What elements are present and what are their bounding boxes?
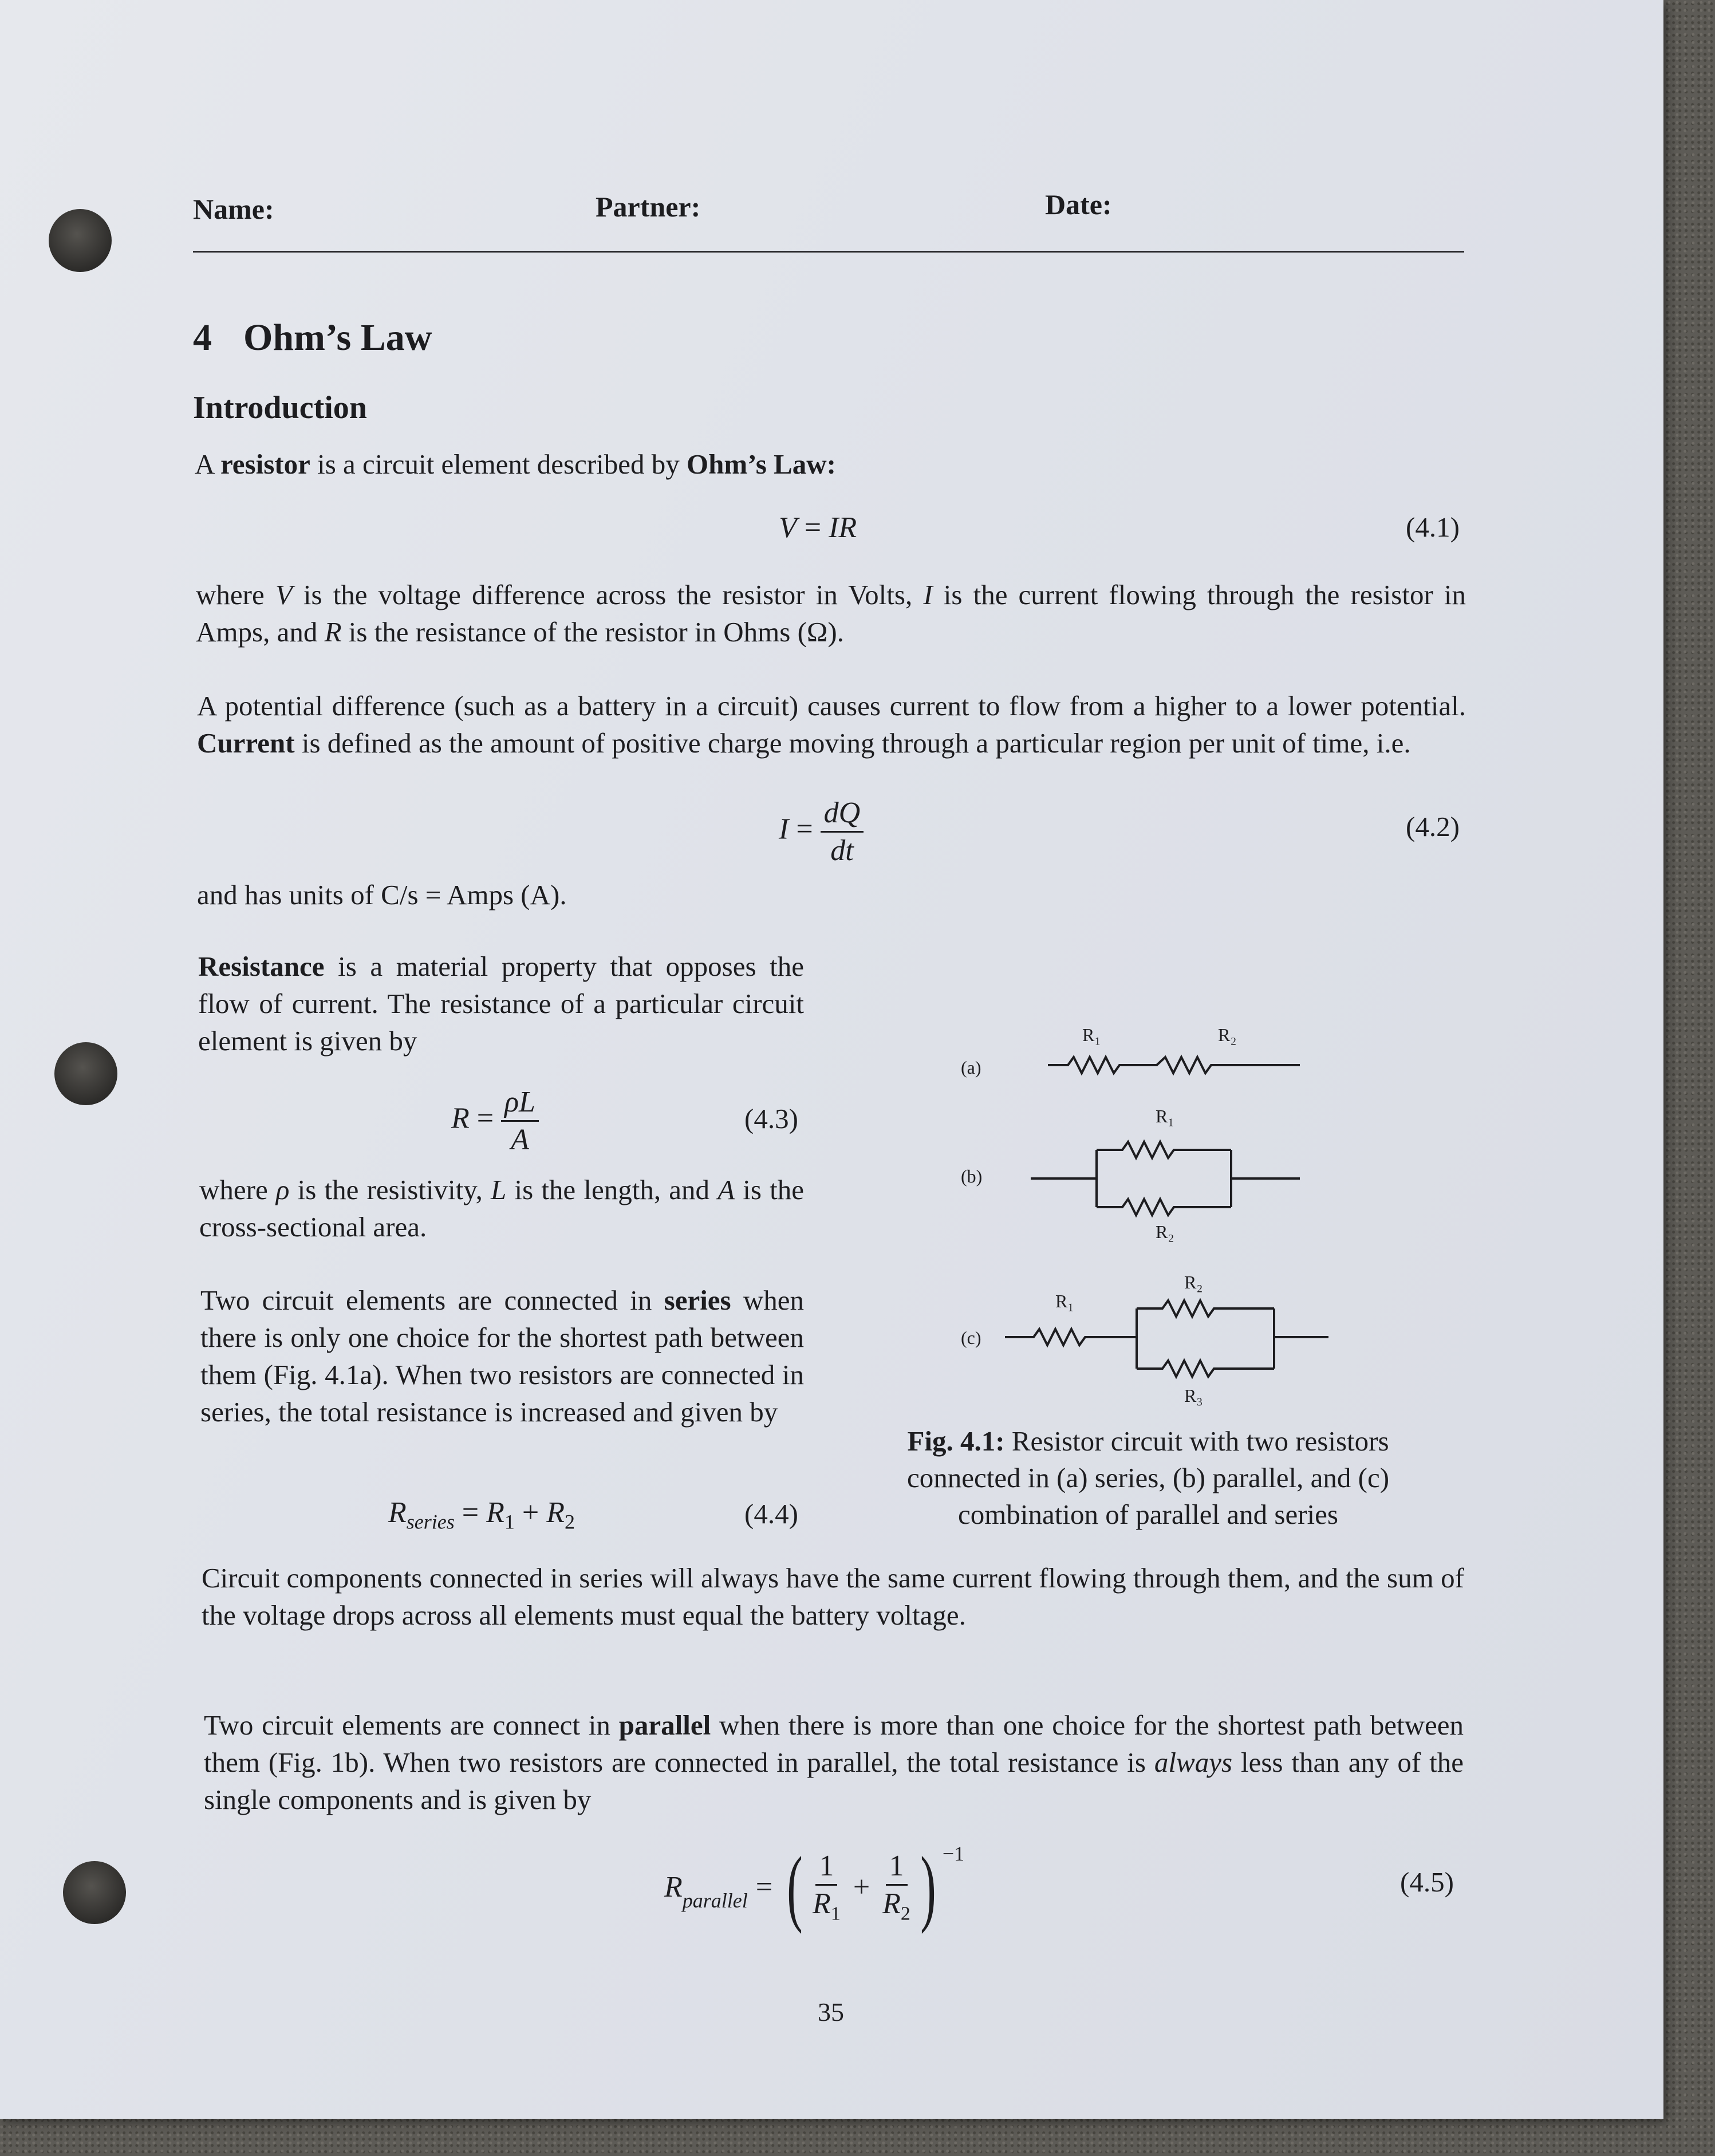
eq2-equals: =: [788, 813, 813, 846]
p6-var-l: L: [491, 1174, 507, 1205]
equation-4-3: [451, 1085, 539, 1157]
eq5-lhs-sub: parallel: [682, 1889, 748, 1912]
intro-text-a: A: [195, 448, 220, 480]
term-current: Current: [197, 727, 295, 759]
paragraph-series-current: Circuit components connected in series will always have the same current flowing through them, and the sum of the voltage drops across all elements must equal the battery voltage.: [202, 1562, 1464, 1631]
paragraph-series: [200, 1282, 804, 1430]
eq3-numerator: ρL: [501, 1085, 539, 1122]
eq2-numerator: dQ: [821, 796, 864, 833]
circuit-a-r1-label: R₁: [1082, 1024, 1101, 1045]
eq5-left-paren: (: [787, 1839, 803, 1934]
paragraph-resistivity: [199, 1171, 804, 1245]
figure-label-b: (b): [961, 1166, 983, 1187]
intro-text-c: is a circuit element described by: [310, 448, 687, 480]
eq2-denominator: dt: [830, 834, 854, 867]
binder-hole-top: [49, 209, 112, 272]
equation-4-5: [664, 1839, 965, 1934]
p9-text-a: Two circuit elements are connect in: [204, 1709, 619, 1741]
eq5-den1-sub: 1: [830, 1903, 841, 1925]
circuit-b-bottom-resistor: [1097, 1199, 1231, 1215]
page-number: 35: [818, 1997, 844, 2027]
p6-text-a: where: [199, 1174, 276, 1205]
paragraph-units: and has units of C/s = Amps (A).: [197, 879, 567, 911]
paragraph-resistance: [198, 948, 804, 1059]
eq4-r1: R: [486, 1496, 504, 1529]
p2-var-v: V: [275, 579, 293, 610]
eq4-r1-sub: 1: [504, 1510, 515, 1534]
term-parallel: parallel: [618, 1709, 711, 1741]
eq5-num1: 1: [815, 1849, 837, 1886]
eq2-lhs: I: [779, 813, 789, 846]
p6-var-a: A: [717, 1174, 735, 1205]
eq3-lhs: R: [451, 1102, 470, 1135]
p9-emph-always: always: [1154, 1747, 1233, 1778]
eq5-lhs: R: [664, 1870, 683, 1903]
p6-text-b: is the resistivity,: [289, 1174, 491, 1205]
binder-hole-middle: [54, 1042, 117, 1105]
eq5-fraction-2: [879, 1849, 914, 1925]
p6-text-c: is the length, and: [506, 1174, 718, 1205]
equation-4-5-number: (4.5): [1400, 1866, 1454, 1898]
term-ohms-law: Ohm’s Law:: [687, 448, 836, 480]
p9-text-c: when there is more than one choice for the shortest path between them (Fig. 1b). When two resistors are connected in parallel, the total resistance is: [204, 1709, 1464, 1778]
eq5-equals: =: [755, 1870, 773, 1903]
figure-4-1-circuits: [945, 1008, 1380, 1420]
figure-label-a: (a): [961, 1057, 981, 1078]
circuit-c-top-resistor: [1137, 1300, 1274, 1317]
eq5-plus: +: [853, 1870, 870, 1903]
circuit-c-series-wire: [1005, 1329, 1137, 1345]
eq4-r2: R: [546, 1496, 565, 1529]
eq4-lhs-sub: series: [406, 1510, 455, 1534]
term-series: series: [664, 1284, 731, 1316]
circuit-c-r1-label: R₁: [1055, 1291, 1074, 1311]
p6-var-rho: ρ: [275, 1174, 290, 1205]
eq3-fraction: [501, 1085, 539, 1157]
p3-text-a: A potential difference (such as a battery in a circuit) causes current to flow from a higher to a lower potential.: [197, 690, 1466, 722]
circuit-c-r3-label: R₃: [1184, 1385, 1203, 1406]
eq5-num2: 1: [886, 1849, 908, 1886]
circuit-c-bottom-resistor: [1137, 1361, 1274, 1377]
eq5-den1: R: [813, 1887, 831, 1920]
eq4-lhs: R: [388, 1496, 407, 1529]
circuit-b-r1-label: R₁: [1156, 1106, 1174, 1126]
p2-text-d: is the resistance of the resistor in Ohms (Ω).: [341, 616, 844, 648]
p7-text-c: when there is only one choice for the shortest path between them (Fig. 4.1a). When two resistors are connected in series, the total resistance is increased and given by: [200, 1284, 804, 1428]
p2-var-r: R: [324, 616, 342, 648]
eq2-fraction: [821, 796, 864, 868]
equation-4-4: [388, 1496, 575, 1534]
eq1-equals: =: [797, 511, 829, 544]
eq1-rhs: IR: [829, 511, 857, 544]
eq5-fraction-1: [809, 1849, 844, 1925]
eq3-denominator: A: [511, 1124, 529, 1156]
equation-4-4-number: (4.4): [744, 1498, 798, 1530]
equation-4-1: [779, 511, 857, 545]
p7-text-a: Two circuit elements are connected in: [200, 1284, 664, 1316]
paragraph-parallel: [204, 1706, 1464, 1818]
p6-text-d: is the cross-sectional area.: [199, 1174, 805, 1243]
p5-text-b: is a material property that opposes the flow of current. The resistance of a particular circuit element is given by: [198, 951, 804, 1057]
eq4-r2-sub: 2: [564, 1510, 575, 1534]
p2-var-i: I: [923, 579, 933, 610]
p3-text-c: is defined as the amount of positive charge moving through a particular region per unit of time, i.e.: [294, 727, 1411, 759]
equation-4-1-number: (4.1): [1406, 511, 1460, 543]
caption-text: Resistor circuit with two resistors connected in (a) series, (b) parallel, and (c) combination of parallel and series: [906, 1425, 1390, 1530]
section-heading: [193, 316, 432, 360]
equation-4-3-number: (4.3): [744, 1103, 798, 1134]
caption-label: Fig. 4.1:: [907, 1425, 1005, 1457]
term-resistor: resistor: [220, 448, 310, 480]
paragraph-variables: [196, 576, 1466, 651]
eq5-exponent: −1: [942, 1842, 965, 1865]
eq1-lhs: V: [779, 511, 797, 544]
p9-text-e: less than any of the single components and is given by: [204, 1747, 1464, 1815]
date-label: Date:: [1045, 188, 1112, 220]
eq4-plus: +: [514, 1496, 547, 1529]
p2-text-c: is the current flowing through the resistor in Amps, and: [196, 579, 1466, 648]
section-title: Ohm’s Law: [243, 317, 432, 358]
equation-4-2-number: (4.2): [1406, 811, 1460, 842]
eq5-den2: R: [882, 1887, 901, 1920]
header-rule: [193, 251, 1464, 253]
eq5-den2-sub: 2: [900, 1903, 910, 1925]
figure-4-1-caption: [853, 1423, 1443, 1533]
circuit-a-r2-label: R₂: [1218, 1024, 1237, 1045]
circuit-c-r2-label: R₂: [1184, 1272, 1203, 1292]
subsection-title: Introduction: [193, 390, 367, 425]
name-label: Name:: [193, 193, 274, 225]
circuit-a-wire: [1048, 1057, 1300, 1073]
circuit-b-top-resistor: [1097, 1142, 1231, 1158]
binder-hole-bottom: [63, 1861, 126, 1924]
eq3-equals: =: [469, 1102, 494, 1135]
eq5-right-paren: ): [920, 1839, 936, 1934]
p2-text-b: is the voltage difference across the resistor in Volts,: [292, 579, 924, 610]
term-resistance: Resistance: [198, 951, 325, 982]
eq4-equals: =: [454, 1496, 487, 1529]
section-number: 4: [193, 317, 212, 358]
p2-text-a: where: [196, 579, 275, 610]
partner-label: Partner:: [596, 191, 701, 223]
intro-paragraph: [195, 446, 1466, 483]
circuit-b-r2-label: R₂: [1156, 1221, 1174, 1242]
equation-4-2: [779, 796, 864, 868]
paragraph-current: [197, 687, 1466, 762]
figure-label-c: (c): [961, 1327, 981, 1348]
